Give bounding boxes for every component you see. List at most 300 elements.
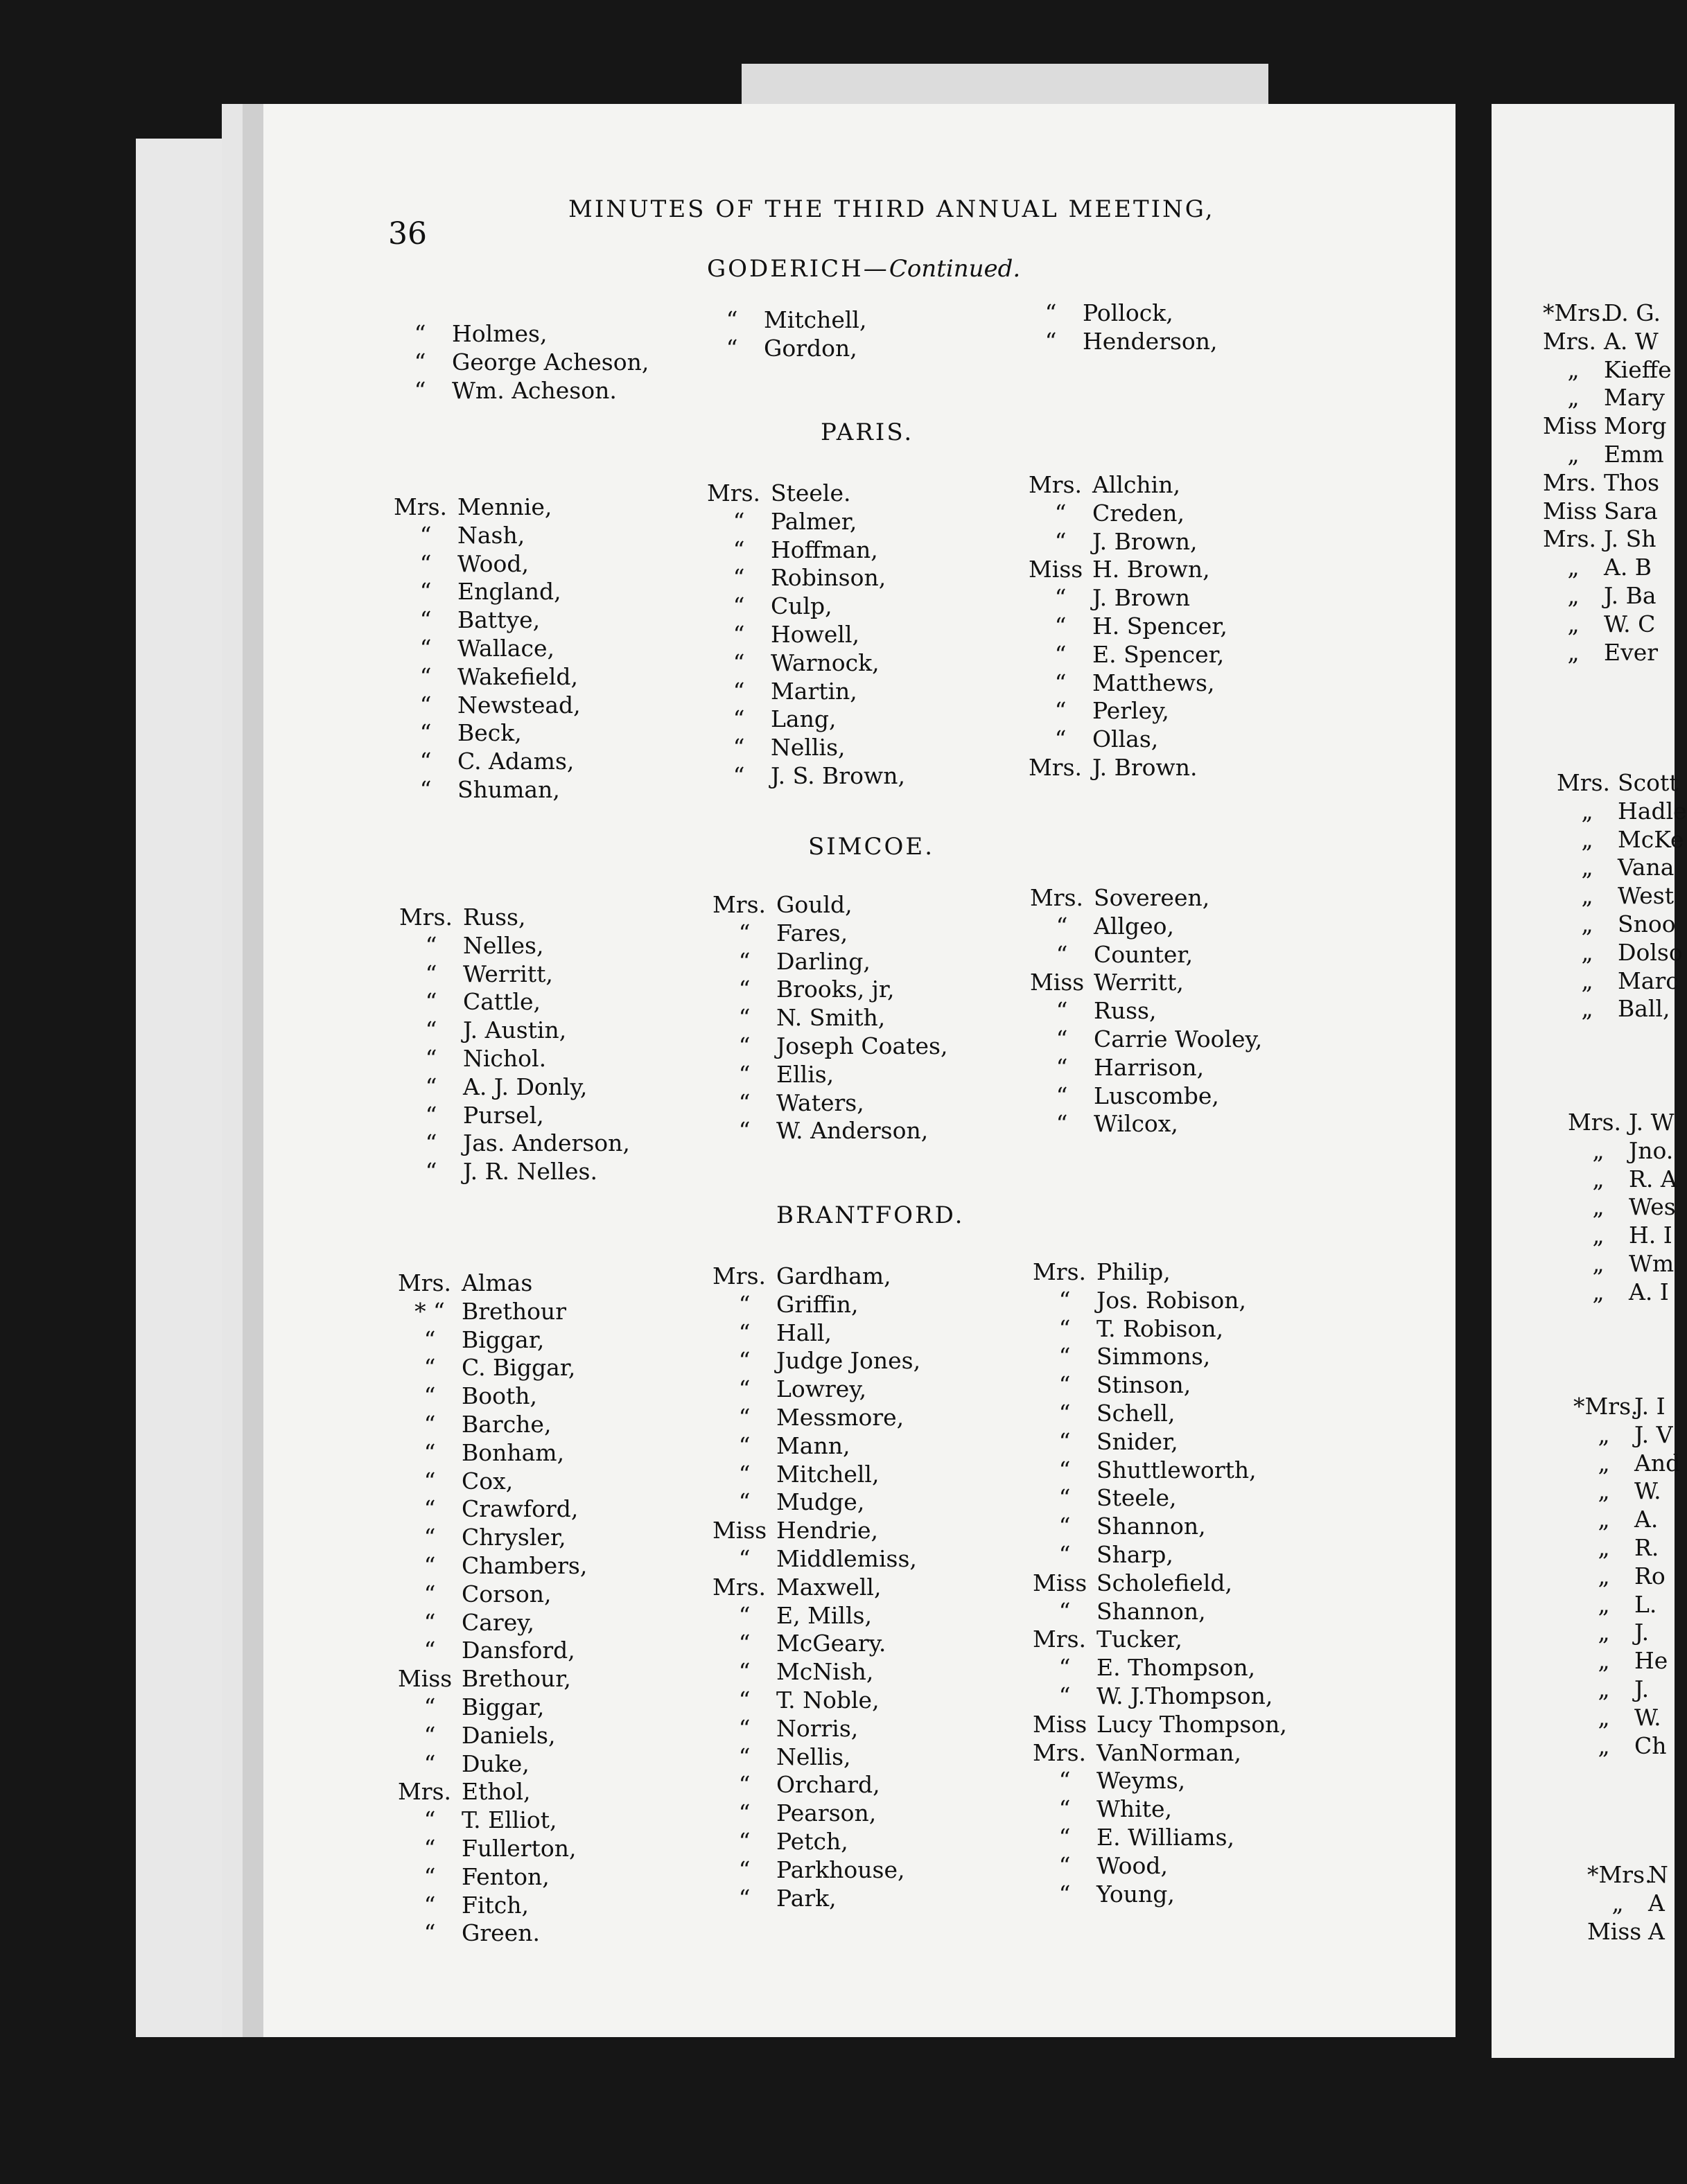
entry-name: J. R. Nelles. bbox=[463, 1158, 597, 1186]
name-entry bbox=[398, 1863, 587, 1892]
right-page-block-1 bbox=[1543, 299, 1672, 667]
name-entry bbox=[1568, 1137, 1677, 1165]
entry-prefix: „ bbox=[1598, 1562, 1610, 1589]
entry-prefix: “ bbox=[423, 1495, 436, 1523]
entry-prefix: “ bbox=[1058, 1371, 1071, 1399]
entry-name: Marc bbox=[1618, 967, 1679, 994]
entry-prefix: “ bbox=[419, 719, 432, 747]
entry-prefix: Mrs. bbox=[707, 479, 760, 507]
name-entry bbox=[1033, 1428, 1287, 1456]
name-entry bbox=[713, 919, 947, 948]
entry-prefix: “ bbox=[1058, 1427, 1071, 1455]
name-entry bbox=[1543, 356, 1672, 385]
name-entry bbox=[398, 1750, 587, 1779]
name-entry bbox=[707, 649, 905, 678]
entry-name: J. Brown, bbox=[1092, 527, 1198, 555]
name-entry bbox=[1029, 754, 1227, 782]
entry-prefix: “ bbox=[733, 536, 745, 563]
entry-name: A. bbox=[1634, 1506, 1659, 1533]
name-entry bbox=[1568, 1278, 1677, 1307]
name-entry bbox=[713, 1856, 920, 1885]
entry-name: Holmes, bbox=[452, 320, 548, 347]
entry-name: Jos. Robison, bbox=[1096, 1286, 1246, 1314]
entry-name: Philip, bbox=[1096, 1258, 1171, 1285]
entry-name: Biggar, bbox=[462, 1326, 545, 1353]
entry-name: Shuttleworth, bbox=[1096, 1456, 1257, 1483]
entry-prefix: “ bbox=[1056, 1110, 1068, 1138]
name-entry bbox=[1033, 1824, 1287, 1852]
entry-prefix: *Mrs. bbox=[1587, 1861, 1652, 1888]
entry-prefix: “ bbox=[733, 734, 745, 761]
entry-prefix: “ bbox=[423, 1524, 436, 1551]
entry-name: Wood, bbox=[1096, 1851, 1169, 1879]
entry-name: Park, bbox=[776, 1884, 837, 1912]
entry-prefix: “ bbox=[1054, 697, 1067, 725]
entry-prefix: “ bbox=[425, 1158, 437, 1186]
name-entry bbox=[1029, 725, 1227, 754]
entry-name: Mudge, bbox=[776, 1488, 865, 1516]
name-entry bbox=[1030, 997, 1262, 1025]
name-entry bbox=[1033, 1343, 1287, 1371]
entry-name: Ro bbox=[1634, 1562, 1666, 1589]
name-entry bbox=[1573, 1704, 1680, 1732]
entry-name: Chambers, bbox=[462, 1551, 588, 1579]
entry-name: Ethol, bbox=[462, 1778, 531, 1806]
entry-prefix: „ bbox=[1581, 995, 1593, 1023]
entry-name: H. Brown, bbox=[1092, 556, 1210, 583]
name-entry bbox=[1543, 497, 1672, 526]
entry-prefix: “ bbox=[738, 976, 751, 1003]
entry-name: Snoo bbox=[1618, 910, 1676, 937]
name-entry bbox=[1033, 1287, 1287, 1315]
entry-prefix: “ bbox=[1058, 1456, 1071, 1483]
entry-prefix: Miss bbox=[1543, 412, 1598, 440]
name-entry bbox=[394, 719, 581, 748]
entry-name: J. I bbox=[1634, 1393, 1666, 1420]
entry-prefix: “ bbox=[1056, 940, 1068, 968]
name-entry bbox=[713, 1771, 920, 1799]
entry-prefix: „ bbox=[1592, 1136, 1605, 1164]
entry-prefix: “ bbox=[733, 592, 745, 620]
entry-prefix: „ bbox=[1598, 1703, 1610, 1731]
name-entry bbox=[1587, 1918, 1668, 1946]
entry-prefix: „ bbox=[1592, 1165, 1605, 1192]
entry-name: Chrysler, bbox=[462, 1524, 566, 1551]
entry-prefix: “ bbox=[423, 1382, 436, 1410]
entry-name: Green. bbox=[462, 1919, 540, 1947]
entry-prefix: “ bbox=[425, 1073, 437, 1100]
name-entry bbox=[713, 1004, 947, 1032]
name-entry bbox=[1543, 639, 1672, 667]
entry-name: Almas bbox=[462, 1269, 533, 1296]
simcoe-column-3 bbox=[1030, 884, 1262, 1138]
entry-name: Schell, bbox=[1096, 1399, 1175, 1427]
entry-prefix: “ bbox=[738, 1117, 751, 1145]
name-entry bbox=[399, 1016, 630, 1045]
entry-name: Ollas, bbox=[1092, 725, 1159, 753]
entry-name: R. A bbox=[1629, 1165, 1677, 1192]
entry-name: Simmons, bbox=[1096, 1343, 1211, 1371]
entry-prefix: “ bbox=[1056, 997, 1068, 1025]
entry-name: Griffin, bbox=[776, 1290, 859, 1318]
entry-name: Creden, bbox=[1092, 499, 1185, 527]
entry-prefix: * “ bbox=[414, 1297, 445, 1325]
entry-name: Corson, bbox=[462, 1580, 552, 1608]
entry-prefix: Miss bbox=[1587, 1917, 1642, 1945]
entry-prefix: “ bbox=[733, 620, 745, 648]
entry-prefix: “ bbox=[1058, 1851, 1071, 1879]
entry-prefix: „ bbox=[1581, 854, 1593, 881]
name-entry bbox=[394, 663, 581, 692]
entry-prefix: Mrs. bbox=[398, 1778, 451, 1806]
entry-prefix: “ bbox=[738, 1743, 751, 1770]
name-entry bbox=[1029, 584, 1227, 613]
entry-prefix: „ bbox=[1567, 554, 1580, 581]
entry-prefix: “ bbox=[1058, 1484, 1071, 1512]
entry-prefix: “ bbox=[419, 691, 432, 719]
entry-name: Mitchell, bbox=[764, 306, 867, 333]
entry-prefix: Mrs. bbox=[1033, 1626, 1086, 1653]
entry-name: McGeary. bbox=[776, 1630, 886, 1657]
name-entry bbox=[1543, 582, 1672, 610]
entry-name: Hadle bbox=[1618, 797, 1687, 825]
entry-prefix: Mrs. bbox=[1033, 1258, 1086, 1285]
entry-name: Werritt, bbox=[1094, 969, 1184, 996]
name-entry bbox=[1030, 1110, 1262, 1138]
name-entry bbox=[394, 550, 581, 579]
entry-prefix: “ bbox=[423, 1693, 436, 1720]
entry-name: McNish, bbox=[776, 1658, 874, 1686]
entry-prefix: “ bbox=[423, 1919, 436, 1947]
name-entry bbox=[1033, 1569, 1287, 1598]
entry-prefix: “ bbox=[1058, 1399, 1071, 1427]
entry-name: Biggar, bbox=[462, 1693, 545, 1720]
entry-prefix: „ bbox=[1567, 440, 1580, 468]
entry-prefix: „ bbox=[1567, 638, 1580, 666]
entry-name: N bbox=[1648, 1861, 1668, 1888]
name-entry bbox=[398, 1665, 587, 1693]
name-entry bbox=[1033, 1881, 1287, 1909]
name-entry bbox=[1019, 328, 1218, 356]
name-entry bbox=[713, 1687, 920, 1715]
entry-prefix: “ bbox=[1058, 1540, 1071, 1568]
entry-prefix: “ bbox=[1058, 1880, 1071, 1908]
entry-prefix: “ bbox=[738, 1544, 751, 1572]
name-entry bbox=[1557, 882, 1687, 910]
name-entry bbox=[707, 705, 905, 734]
entry-name: Petch, bbox=[776, 1827, 848, 1855]
name-entry bbox=[1033, 1258, 1287, 1287]
entry-name: Scott bbox=[1618, 769, 1679, 796]
name-entry bbox=[707, 479, 905, 508]
entry-prefix: “ bbox=[423, 1637, 436, 1664]
name-entry bbox=[1030, 913, 1262, 941]
name-entry bbox=[398, 1919, 587, 1948]
name-entry bbox=[398, 1892, 587, 1920]
entry-name: Robinson, bbox=[771, 564, 886, 592]
entry-prefix: „ bbox=[1598, 1619, 1610, 1646]
entry-name: Hendrie, bbox=[776, 1517, 879, 1544]
name-entry bbox=[713, 1715, 920, 1743]
name-entry bbox=[1030, 941, 1262, 969]
entry-prefix: “ bbox=[733, 705, 745, 733]
name-entry bbox=[398, 1580, 587, 1609]
entry-name: Morg bbox=[1604, 412, 1667, 440]
entry-name: J. V bbox=[1634, 1420, 1673, 1448]
name-entry bbox=[1029, 471, 1227, 500]
entry-prefix: “ bbox=[1054, 725, 1067, 753]
entry-prefix: Miss bbox=[1029, 556, 1083, 583]
right-page-block-2 bbox=[1557, 769, 1687, 1023]
name-entry bbox=[1543, 554, 1672, 582]
entry-prefix: “ bbox=[733, 677, 745, 705]
entry-prefix: “ bbox=[419, 578, 432, 606]
name-entry bbox=[700, 335, 866, 363]
name-entry bbox=[1573, 1506, 1680, 1534]
name-entry bbox=[1557, 798, 1687, 826]
entry-prefix: “ bbox=[423, 1750, 436, 1777]
name-entry bbox=[713, 1404, 920, 1432]
entry-name: W. bbox=[1634, 1703, 1661, 1731]
name-entry bbox=[394, 578, 581, 606]
entry-name: Wm bbox=[1629, 1249, 1675, 1277]
entry-prefix: “ bbox=[738, 1488, 751, 1516]
name-entry bbox=[1033, 1852, 1287, 1881]
entry-name: Pursel, bbox=[463, 1101, 544, 1129]
entry-name: Fares, bbox=[776, 919, 848, 946]
entry-prefix: “ bbox=[423, 1580, 436, 1608]
entry-name: Tucker, bbox=[1096, 1626, 1182, 1653]
entry-prefix: “ bbox=[738, 1630, 751, 1657]
name-entry bbox=[707, 621, 905, 649]
entry-prefix: “ bbox=[1056, 1053, 1068, 1081]
entry-name: N. Smith, bbox=[776, 1004, 886, 1032]
goderich-column-3 bbox=[1019, 299, 1218, 356]
name-entry bbox=[1033, 1541, 1287, 1569]
entry-name: W. C bbox=[1604, 610, 1656, 637]
entry-name: Weyms, bbox=[1096, 1767, 1186, 1795]
name-entry bbox=[398, 1468, 587, 1496]
entry-name: Howell, bbox=[771, 620, 860, 648]
name-entry bbox=[713, 1743, 920, 1772]
simcoe-column-1 bbox=[399, 904, 630, 1186]
entry-name: A. I bbox=[1629, 1278, 1669, 1305]
name-entry bbox=[399, 1073, 630, 1102]
entry-prefix: “ bbox=[419, 606, 432, 634]
entry-prefix: Miss bbox=[1033, 1569, 1087, 1596]
entry-name: W. Anderson, bbox=[776, 1117, 929, 1145]
entry-prefix: Mrs. bbox=[1029, 753, 1082, 781]
entry-prefix: “ bbox=[738, 1658, 751, 1686]
name-entry bbox=[1568, 1193, 1677, 1222]
name-entry bbox=[398, 1835, 587, 1863]
name-entry bbox=[388, 377, 649, 405]
entry-name: Joseph Coates, bbox=[776, 1032, 948, 1059]
entry-prefix: “ bbox=[425, 1101, 437, 1129]
name-entry bbox=[1033, 1711, 1287, 1739]
name-entry bbox=[1573, 1619, 1680, 1647]
entry-name: Steele, bbox=[1096, 1484, 1177, 1512]
entry-prefix: „ bbox=[1598, 1477, 1610, 1505]
name-entry bbox=[1033, 1682, 1287, 1711]
name-entry bbox=[1030, 884, 1262, 913]
running-head: MINUTES OF THE THIRD ANNUAL MEETING, bbox=[568, 195, 1215, 223]
entry-name: A. B bbox=[1604, 554, 1652, 581]
entry-name: Fitch, bbox=[462, 1891, 529, 1919]
entry-prefix: Miss bbox=[1030, 969, 1085, 996]
name-entry bbox=[1033, 1484, 1287, 1513]
page-number: 36 bbox=[388, 216, 427, 252]
entry-prefix: “ bbox=[738, 1319, 751, 1346]
entry-name: England, bbox=[457, 578, 561, 606]
name-entry bbox=[394, 635, 581, 663]
entry-prefix: “ bbox=[1058, 1314, 1071, 1342]
entry-prefix: “ bbox=[423, 1608, 436, 1636]
name-entry bbox=[1543, 299, 1672, 328]
entry-prefix: „ bbox=[1592, 1278, 1605, 1305]
name-entry bbox=[1568, 1250, 1677, 1278]
entry-prefix: “ bbox=[1058, 1767, 1071, 1795]
entry-name: Counter, bbox=[1094, 940, 1194, 968]
entry-name: Hall, bbox=[776, 1319, 832, 1346]
entry-prefix: “ bbox=[726, 334, 738, 362]
entry-name: T. Noble, bbox=[776, 1686, 880, 1714]
entry-prefix: *Mrs. bbox=[1573, 1393, 1638, 1420]
entry-name: Maxwell, bbox=[776, 1573, 882, 1601]
entry-name: C. Biggar, bbox=[462, 1354, 576, 1382]
paper-slip bbox=[742, 64, 1268, 105]
entry-prefix: “ bbox=[738, 1799, 751, 1827]
name-entry bbox=[1587, 1861, 1668, 1890]
name-entry bbox=[713, 1375, 920, 1404]
entry-prefix: “ bbox=[738, 1004, 751, 1032]
entry-name: Bonham, bbox=[462, 1438, 565, 1466]
entry-prefix: „ bbox=[1581, 938, 1593, 966]
entry-prefix: “ bbox=[738, 1771, 751, 1799]
name-entry bbox=[398, 1495, 587, 1524]
entry-prefix: “ bbox=[1044, 299, 1057, 326]
name-entry bbox=[1033, 1767, 1287, 1795]
entry-prefix: “ bbox=[423, 1354, 436, 1382]
entry-prefix: Miss bbox=[713, 1517, 767, 1544]
entry-name: E. Williams, bbox=[1096, 1823, 1235, 1851]
entry-name: Lucy Thompson, bbox=[1096, 1710, 1287, 1738]
entry-prefix: “ bbox=[1058, 1513, 1071, 1540]
entry-prefix: “ bbox=[1058, 1795, 1071, 1823]
name-entry bbox=[1019, 299, 1218, 328]
entry-name: And bbox=[1634, 1449, 1681, 1477]
entry-prefix: “ bbox=[1056, 1082, 1068, 1109]
name-entry bbox=[1033, 1654, 1287, 1682]
entry-name: Fenton, bbox=[462, 1862, 550, 1890]
entry-prefix: “ bbox=[1058, 1823, 1071, 1851]
entry-name: Thos bbox=[1604, 468, 1660, 496]
name-entry bbox=[1573, 1534, 1680, 1562]
entry-name: Lang, bbox=[771, 705, 837, 733]
entry-prefix: “ bbox=[423, 1806, 436, 1834]
entry-name: H. Spencer, bbox=[1092, 612, 1227, 640]
entry-name: A bbox=[1648, 1889, 1665, 1917]
name-entry bbox=[713, 976, 947, 1004]
entry-name: J. W bbox=[1629, 1109, 1675, 1136]
name-entry bbox=[713, 1319, 920, 1348]
entry-prefix: “ bbox=[414, 320, 426, 347]
entry-prefix: „ bbox=[1598, 1533, 1610, 1561]
name-entry bbox=[398, 1411, 587, 1439]
name-entry bbox=[1543, 328, 1672, 356]
name-entry bbox=[1573, 1732, 1680, 1761]
name-entry bbox=[398, 1693, 587, 1722]
entry-prefix: “ bbox=[738, 1089, 751, 1116]
entry-name: Barche, bbox=[462, 1410, 552, 1438]
entry-name: Matthews, bbox=[1092, 669, 1215, 696]
name-entry bbox=[1033, 1456, 1287, 1485]
entry-name: Mann, bbox=[776, 1432, 850, 1459]
entry-name: Culp, bbox=[771, 592, 832, 620]
entry-name: Darling, bbox=[776, 947, 871, 975]
name-entry bbox=[707, 508, 905, 536]
entry-prefix: “ bbox=[733, 564, 745, 592]
entry-prefix: Mrs. bbox=[399, 904, 453, 931]
name-entry bbox=[1557, 769, 1687, 798]
entry-name: H. I bbox=[1629, 1222, 1672, 1249]
entry-prefix: „ bbox=[1592, 1193, 1605, 1221]
entry-name: Ever bbox=[1604, 638, 1659, 666]
entry-name: Middlemiss, bbox=[776, 1544, 917, 1572]
entry-name: West bbox=[1618, 882, 1674, 910]
name-entry bbox=[707, 678, 905, 706]
entry-name: Wakefield, bbox=[457, 662, 578, 690]
name-entry bbox=[713, 1630, 920, 1658]
entry-prefix: “ bbox=[738, 1601, 751, 1629]
entry-prefix: “ bbox=[1044, 327, 1057, 355]
name-entry bbox=[1573, 1450, 1680, 1478]
entry-prefix: „ bbox=[1592, 1222, 1605, 1249]
name-entry bbox=[1029, 556, 1227, 584]
entry-prefix: Mrs. bbox=[713, 1262, 766, 1289]
entry-name: C. Adams, bbox=[457, 748, 575, 775]
name-entry bbox=[713, 1658, 920, 1687]
entry-prefix: “ bbox=[733, 761, 745, 789]
simcoe-column-2 bbox=[713, 891, 947, 1145]
entry-prefix: “ bbox=[738, 1460, 751, 1488]
entry-prefix: „ bbox=[1581, 910, 1593, 937]
entry-name: Brooks, jr, bbox=[776, 976, 895, 1003]
entry-name: Norris, bbox=[776, 1714, 859, 1742]
brantford-column-2 bbox=[713, 1262, 920, 1912]
entry-prefix: “ bbox=[738, 1827, 751, 1855]
entry-name: Harrison, bbox=[1094, 1053, 1205, 1081]
name-entry bbox=[1030, 1082, 1262, 1111]
entry-name: Beck, bbox=[457, 719, 522, 747]
name-entry bbox=[1029, 669, 1227, 698]
goderich-column-1 bbox=[388, 320, 649, 405]
entry-name: Luscombe, bbox=[1094, 1082, 1219, 1109]
entry-prefix: “ bbox=[738, 1432, 751, 1459]
entry-prefix: „ bbox=[1581, 797, 1593, 825]
name-entry bbox=[398, 1552, 587, 1580]
entry-name: Orchard, bbox=[776, 1771, 880, 1799]
name-entry bbox=[713, 1089, 947, 1118]
entry-prefix: *Mrs. bbox=[1543, 299, 1608, 326]
entry-prefix: Mrs. bbox=[713, 891, 766, 918]
name-entry bbox=[1033, 1400, 1287, 1428]
entry-prefix: “ bbox=[425, 988, 437, 1016]
entry-name: Dolso bbox=[1618, 938, 1683, 966]
entry-name: Duke, bbox=[462, 1750, 530, 1777]
name-entry bbox=[398, 1778, 587, 1806]
section-title-simcoe: SIMCOE. bbox=[808, 833, 935, 861]
